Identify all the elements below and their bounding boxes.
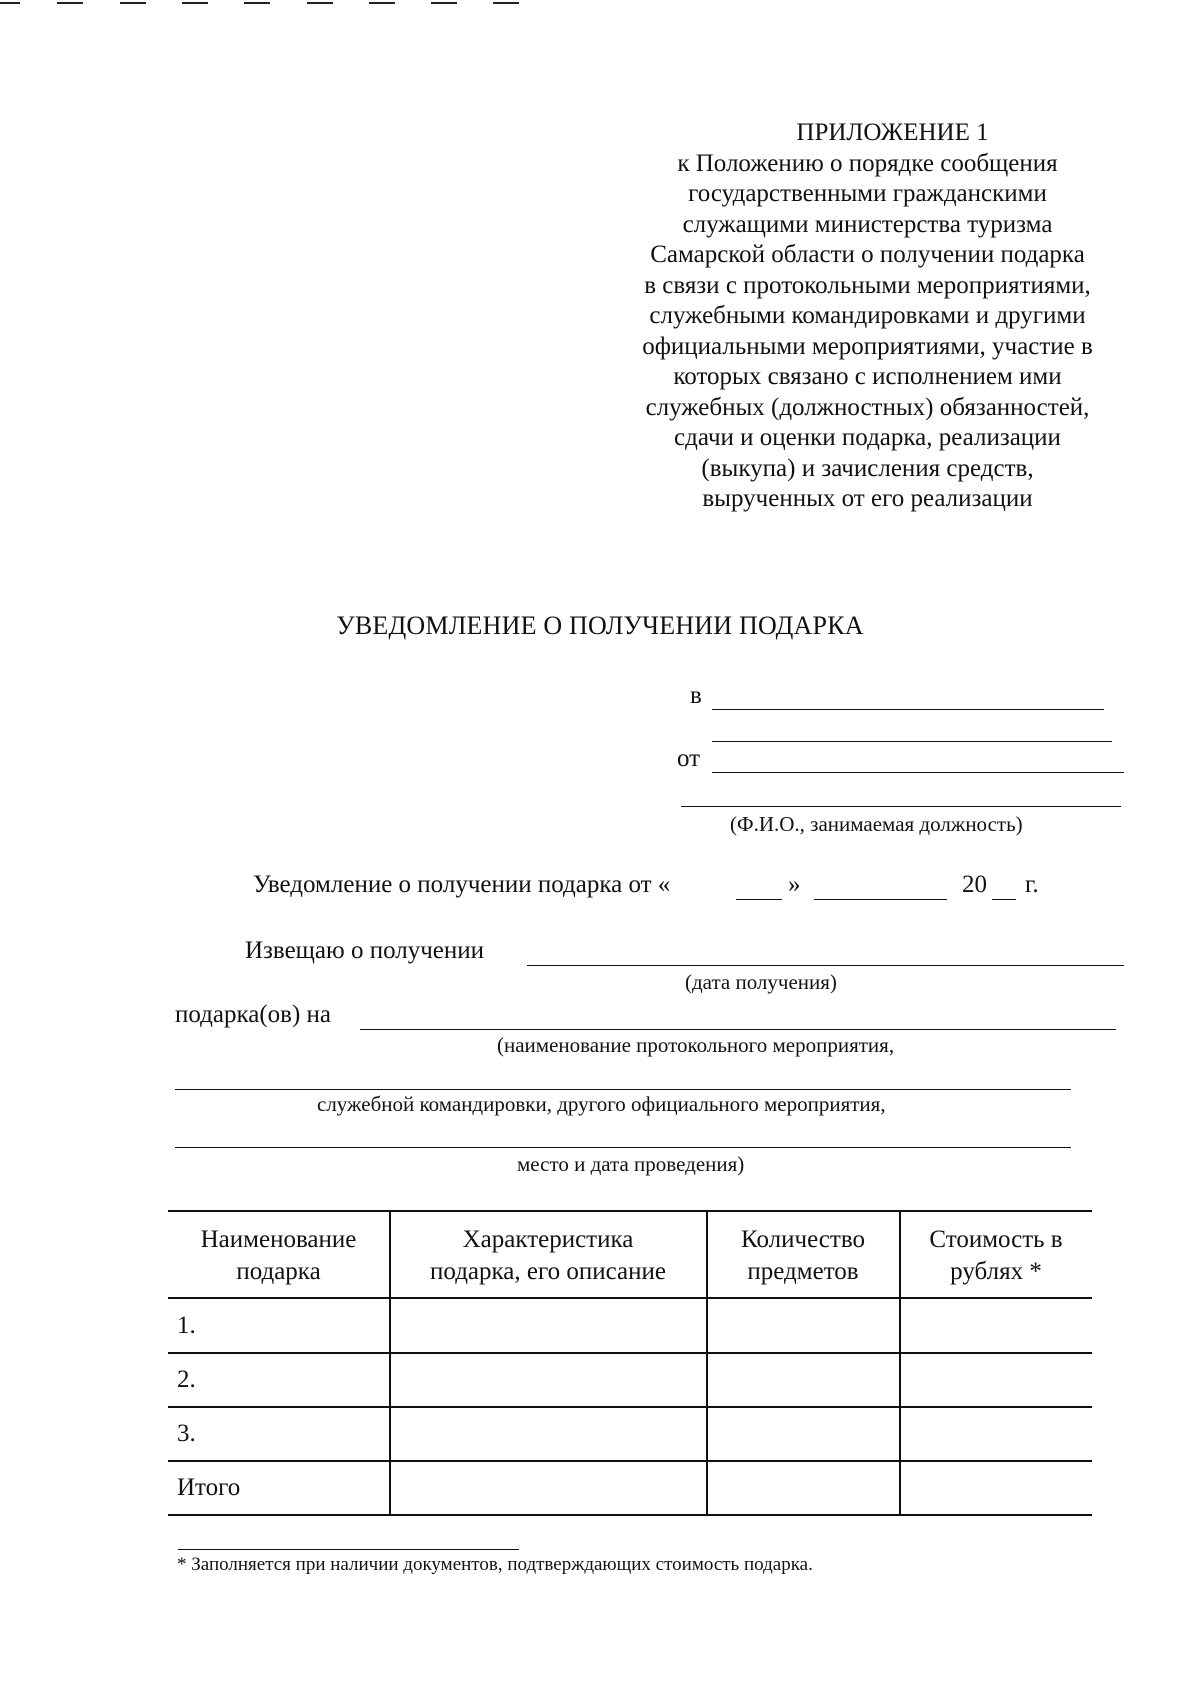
header-text: Характеристика bbox=[462, 1226, 634, 1253]
scan-dash bbox=[307, 2, 333, 4]
table-row-divider bbox=[168, 1460, 1092, 1462]
header-text: подарка, его описание bbox=[430, 1258, 666, 1285]
scan-dash bbox=[431, 2, 457, 4]
month-field-line[interactable] bbox=[814, 899, 947, 900]
appendix-line: в связи с протокольными мероприятиями, bbox=[644, 271, 1091, 299]
header-quantity bbox=[707, 1224, 899, 1288]
event-field-line-2[interactable] bbox=[175, 1089, 1071, 1090]
to-label: в bbox=[690, 682, 702, 709]
appendix-line: служащими министерства туризма bbox=[682, 210, 1053, 238]
scan-dash bbox=[244, 2, 270, 4]
appendix-line: сдачи и оценки подарка, реализации bbox=[674, 424, 1061, 451]
appendix-line: к Положению о порядке сообщения bbox=[677, 149, 1058, 177]
event-caption-3: место и дата проведения) bbox=[517, 1152, 745, 1176]
appendix-line: служебных (должностных) обязанностей, bbox=[645, 393, 1090, 421]
table-total-label: Итого bbox=[177, 1474, 241, 1501]
appendix-line: которых связано с исполнением ими bbox=[673, 363, 1062, 390]
header-text: предметов bbox=[747, 1258, 859, 1285]
table-row-label: 1. bbox=[177, 1312, 196, 1339]
event-field-line-3[interactable] bbox=[175, 1147, 1071, 1148]
scan-dash bbox=[57, 2, 83, 4]
appendix-line: государственными гражданскими bbox=[688, 180, 1047, 207]
table-row-label: 2. bbox=[177, 1366, 196, 1393]
receipt-label: Извещаю о получении bbox=[245, 937, 485, 964]
document-title: УВЕДОМЛЕНИЕ О ПОЛУЧЕНИИ ПОДАРКА bbox=[336, 611, 864, 640]
table-border-bottom bbox=[168, 1514, 1092, 1516]
header-text: подарка bbox=[236, 1258, 321, 1285]
receipt-date-field-line[interactable] bbox=[527, 965, 1124, 966]
table-row-label: 3. bbox=[177, 1420, 196, 1447]
header-text: Количество bbox=[741, 1226, 865, 1253]
header-gift-name bbox=[168, 1224, 389, 1288]
to-field-line[interactable] bbox=[712, 709, 1104, 710]
appendix-line: (выкупа) и зачисления средств, bbox=[701, 454, 1034, 482]
notice-date-prefix: Уведомление о получении подарка от « bbox=[253, 871, 671, 898]
from-field-line[interactable] bbox=[712, 772, 1124, 773]
table-header-divider bbox=[168, 1297, 1092, 1299]
footnote-separator bbox=[178, 1549, 519, 1550]
scan-dash bbox=[0, 2, 20, 4]
event-caption-2: служебной командировки, другого официального мероприятия, bbox=[317, 1092, 886, 1116]
to-field-line-2[interactable] bbox=[712, 741, 1112, 742]
year-field-line[interactable] bbox=[992, 899, 1016, 900]
header-text: Стоимость в bbox=[929, 1226, 1063, 1253]
year-suffix: г. bbox=[1025, 871, 1039, 898]
notice-date-quote-close: » bbox=[788, 871, 801, 898]
from-field-line-2[interactable] bbox=[681, 806, 1121, 807]
event-caption-1: (наименование протокольного мероприятия, bbox=[497, 1033, 895, 1057]
table-border-top bbox=[168, 1210, 1092, 1212]
appendix-line: официальными мероприятиями, участие в bbox=[642, 332, 1093, 360]
table-row-divider bbox=[168, 1406, 1092, 1408]
gift-label: подарка(ов) на bbox=[175, 1001, 332, 1028]
header-text: рублях * bbox=[950, 1258, 1042, 1285]
scan-dash bbox=[369, 2, 395, 4]
scan-dash bbox=[182, 2, 208, 4]
footnote-text: * Заполняется при наличии документов, подтверждающих стоимость подарка. bbox=[177, 1554, 813, 1575]
year-prefix: 20 bbox=[962, 871, 987, 898]
appendix-line: Самарской области о получении подарка bbox=[650, 241, 1085, 268]
header-cost bbox=[900, 1224, 1092, 1288]
appendix-line: вырученных от его реализации bbox=[702, 485, 1033, 512]
receipt-date-caption: (дата получения) bbox=[685, 970, 837, 994]
scan-dash bbox=[493, 2, 519, 4]
from-label: от bbox=[677, 745, 701, 772]
from-caption: (Ф.И.О., занимаемая должность) bbox=[730, 812, 1023, 836]
event-field-line[interactable] bbox=[360, 1029, 1116, 1030]
table-row-divider bbox=[168, 1352, 1092, 1354]
appendix-line: служебными командировками и другими bbox=[649, 302, 1086, 329]
day-field-line[interactable] bbox=[736, 899, 782, 900]
header-gift-description bbox=[390, 1224, 706, 1288]
header-text: Наименование bbox=[200, 1226, 357, 1253]
appendix-block bbox=[600, 118, 1135, 515]
scan-dash bbox=[120, 2, 146, 4]
appendix-title: ПРИЛОЖЕНИЕ 1 bbox=[796, 119, 989, 146]
